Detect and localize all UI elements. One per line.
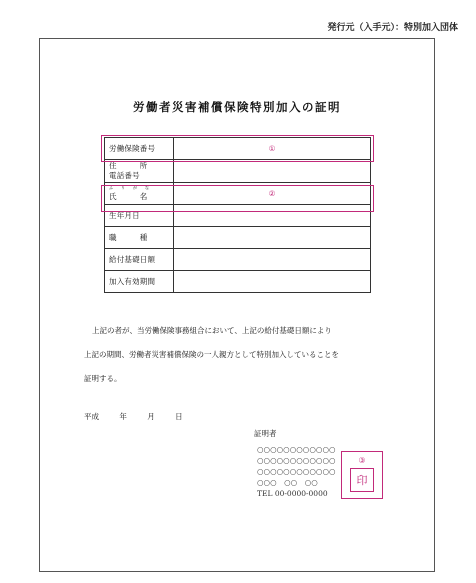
value-birthdate — [174, 205, 371, 227]
table-row — [105, 249, 371, 271]
label-phone: 電話番号 — [109, 171, 140, 180]
address-line: ○○○ ○○ ○○ — [257, 478, 318, 487]
value-insurance-number: ① — [174, 138, 371, 160]
value-coverage-period — [174, 271, 371, 293]
value-daily-base-benefit — [174, 249, 371, 271]
label-text: 生年月日 — [109, 211, 140, 220]
label-text: 職 種 — [109, 233, 148, 242]
table-row — [105, 205, 371, 227]
certificate-sheet — [39, 38, 435, 572]
label-text — [109, 161, 173, 181]
issuer-note: 発行元（入手元）：特別加入団体 — [327, 23, 458, 33]
certifier-address — [257, 444, 336, 499]
certifier-tel: TEL 00-0000-0000 — [257, 489, 328, 498]
statement-line: 証明する。 — [84, 374, 122, 383]
date-month: 月 — [147, 412, 155, 421]
label-insurance-number — [105, 138, 174, 160]
label-occupation — [105, 227, 174, 249]
address-line: ○○○○○○○○○○○○ — [257, 456, 336, 465]
table-row — [105, 271, 371, 293]
table-row — [105, 160, 371, 183]
address-line: ○○○○○○○○○○○○ — [257, 467, 336, 476]
label-address: 住 所 — [109, 161, 148, 170]
statement-line: 上記の者が、当労働保険事務組合において、上記の給付基礎日額により — [92, 326, 332, 335]
certificate-table — [104, 137, 371, 293]
value-name: ② — [174, 183, 371, 205]
label-text: 加入有効期間 — [109, 277, 156, 286]
value-occupation — [174, 227, 371, 249]
date-day: 日 — [175, 412, 183, 421]
date-year: 年 — [119, 412, 127, 421]
label-address-phone — [105, 160, 174, 183]
label-name — [105, 183, 174, 205]
label-text: 氏 名 — [109, 191, 148, 201]
furigana-label: ふりがな — [109, 184, 157, 190]
seal-highlight — [341, 451, 383, 499]
table-row — [105, 227, 371, 249]
date-line — [84, 411, 201, 422]
certification-statement — [84, 319, 414, 391]
certifier-label: 証明者 — [254, 429, 277, 438]
seal-stamp-icon — [350, 468, 374, 492]
date-era: 平成 — [84, 412, 99, 421]
label-text: 労働保険番号 — [109, 144, 156, 153]
label-coverage-period — [105, 271, 174, 293]
value-address-phone — [174, 160, 371, 183]
seal-char: 印 — [356, 474, 368, 487]
label-birthdate — [105, 205, 174, 227]
table-row — [105, 183, 371, 205]
table-row — [105, 138, 371, 160]
seal-number: ③ — [358, 456, 366, 465]
statement-line: 上記の期間、労働者災害補償保険の一人親方として特別加入していることを — [84, 350, 339, 359]
label-text: 給付基礎日額 — [109, 255, 156, 264]
document-title: 労働者災害補償保険特別加入の証明 — [133, 100, 341, 114]
label-daily-base-benefit — [105, 249, 174, 271]
address-line: ○○○○○○○○○○○○ — [257, 445, 336, 454]
